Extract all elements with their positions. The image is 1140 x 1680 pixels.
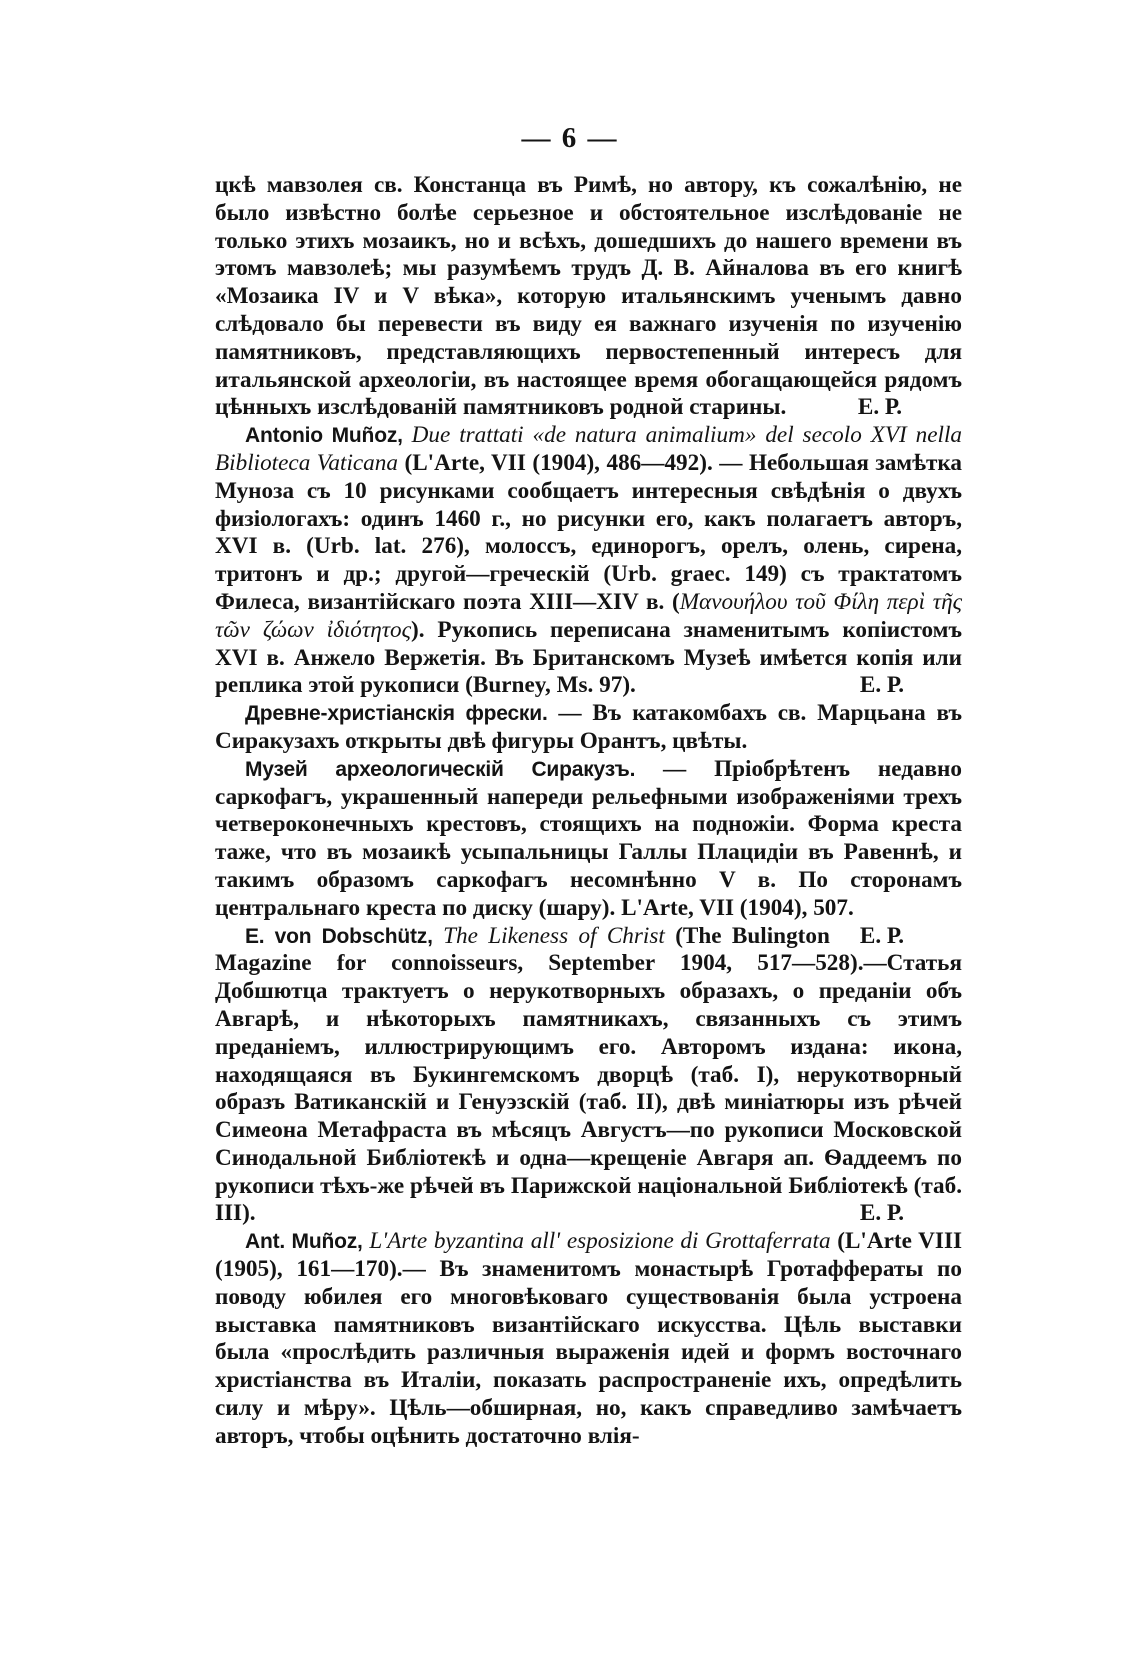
entry-dobschutz — [215, 923, 962, 1229]
entry1-title: Due trattati «de natura animalium» del secolo XVI nella Biblioteca Vaticana — [215, 422, 963, 476]
entry3-text: — Пріобрѣтенъ недавно саркофагъ, украшенный напереди рельефными изображеніями трехъ четвероконечныхъ крестовъ, стоящихъ на подножіи. Форма креста таже, что въ мозаикѣ усыпальницы Галлы Плацидіи въ Равеннѣ, и такимъ образомъ саркофагъ несомнѣнно V в. По сторонамъ центральнаго креста по диску (шару). L'Arte, VII (1904), 507. — [215, 755, 962, 921]
entry3-signature: Е. Р. — [859, 922, 904, 949]
entry2-heading: Древне-христіанскія фрески. — [245, 702, 548, 726]
entry5-author: Ant. Muñoz, — [245, 1230, 363, 1254]
page-body — [215, 172, 962, 1451]
entry1-text-a: (L'Arte, VII (1904), 486—492). — Небольшая замѣтка Муноза съ 10 рисунками сообщаетъ интересныя свѣдѣнія о двухъ физіологахъ: одинъ 1460 г., но рисунки его, какъ полагаетъ авторъ, XVI в. (Urb. lat. 276), молоссъ, единорогъ, орелъ, олень, сирена, тритонъ и др.; другой—греческій (Urb. graec. 149) съ трактатомъ Филеса, византійскаго поэта XIII—XIV в. ( — [215, 449, 962, 615]
entry1-greek-title: Μανουήλου τοῦ Φίλη περὶ τῆς τῶν ζώων ἰδιότητος — [215, 588, 962, 643]
entry4-title: The Likeness of Christ — [443, 922, 665, 949]
entry3-heading: Музей археологическій Сиракузъ. — [245, 757, 636, 781]
intro-paragraph — [215, 172, 962, 422]
intro-signature: Е. Р. — [857, 394, 902, 421]
entry1-author: Antonio Muñoz, — [245, 424, 403, 448]
entry1-signature: Е. Р. — [859, 672, 904, 699]
page-number: — 6 — — [521, 122, 619, 154]
entry1-text-b: ). Рукопись переписана знаменитымъ копіистомъ XVI в. Анжело Вержетія. Въ Британскомъ Музеѣ имѣется копія или реплика этой рукописи (Burney, Ms. 97). — [215, 616, 962, 699]
intro-text: цкѣ мавзолея св. Констанца въ Римѣ, но автору, къ сожалѣнію, не было извѣстно болѣе серьезное и обстоятельное изслѣдованіе не только этихъ мозаикъ, но и всѣхъ, дошедшихъ до нашего времени въ этомъ мавзолеѣ; мы разумѣемъ трудъ Д. В. Айналова въ его книгѣ «Мозаика IV и V вѣка», которую итальянскимъ ученымъ давно слѣдовало бы перевести въ виду ея важнаго изученія по изученію памятниковъ, представляющихъ первостепенный интересъ для итальянской археологіи, въ настоящее время обогащающейся рядомъ цѣнныхъ изслѣдованій памятниковъ родной старины. — [215, 172, 962, 421]
entry5-text: (L'Arte VIII (1905), 161—170).— Въ знаменитомъ монастырѣ Гротаффераты по поводу юбилея его многовѣковаго существованія была устроена выставка памятниковъ византійскаго искусства. Цѣль выставки была «прослѣдить различныя выраженія идей и формъ восточнаго христіанства въ Италіи, показать распространеніе ихъ, опредѣлить силу и мѣру». Цѣль—обширная, но, какъ справедливо замѣчаетъ авторъ, чтобы оцѣнить достаточно влія- — [215, 1228, 963, 1449]
entry-frescoes — [215, 700, 962, 756]
entry-munoz-trattati — [215, 422, 962, 700]
entry4-signature: Е. Р. — [859, 1200, 904, 1227]
entry4-text: (The Bulington Magazine for connoisseurs, September 1904, 517—528).—Статья Добшютца трактуетъ о нерукотворныхъ образахъ, о преданіи объ Авгарѣ, и нѣкоторыхъ памятникахъ, связанныхъ съ этимъ преданіемъ, иллюстрирующимъ его. Авторомъ издана: икона, находящаяся въ Букингемскомъ дворцѣ (таб. I), нерукотворный образъ Ватиканскій и Генуэзскій (таб. II), двѣ миніатюры изъ рѣчей Симеона Метафраста въ мѣсяцъ Августъ—по рукописи Московской Синодальной Библіотекѣ и одна—крещеніе Авгаря ап. Ѳаддеемъ по рукописи тѣхъ-же рѣчей въ Парижской національной Библіотекѣ (таб. III). — [215, 922, 962, 1227]
entry2-text: — Въ катакомбахъ св. Марцьана въ Сиракузахъ открыты двѣ фигуры Орантъ, цвѣты. — [215, 700, 962, 754]
entry-munoz-grottaferrata — [215, 1228, 962, 1450]
entry5-title: L'Arte byzantina all' esposizione di Grottaferrata — [369, 1228, 831, 1255]
entry4-author: E. von Dobschütz, — [245, 924, 433, 948]
